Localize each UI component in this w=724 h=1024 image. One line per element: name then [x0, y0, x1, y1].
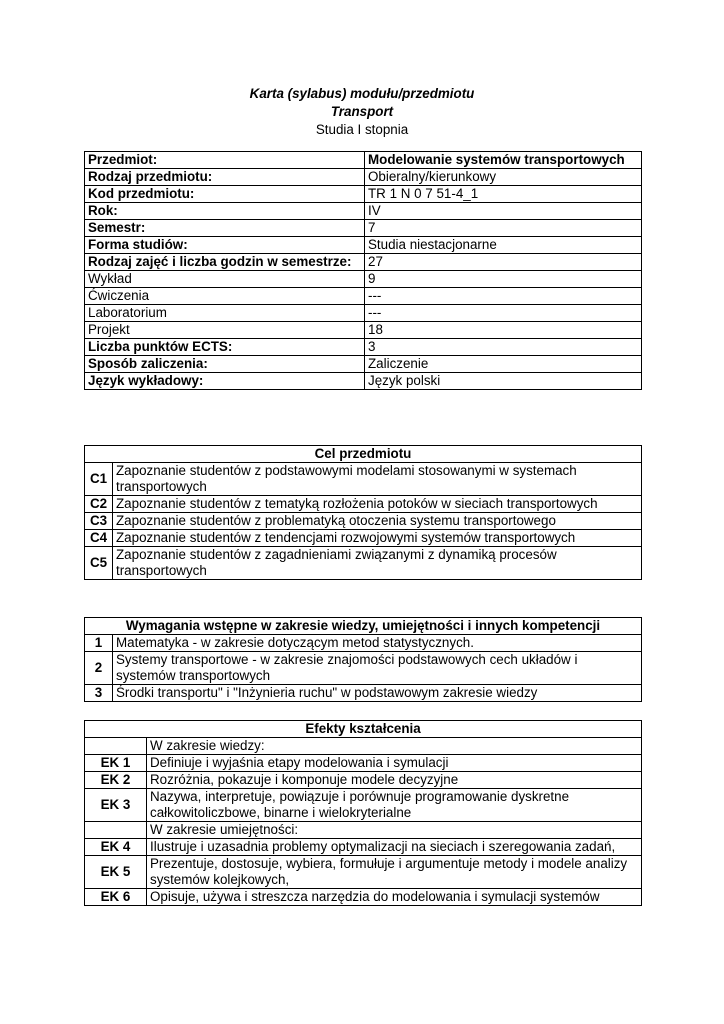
info-row — [85, 288, 642, 305]
info-label: Rodzaj przedmiotu: — [85, 169, 365, 186]
objective-row — [85, 463, 642, 496]
outcome-row — [85, 755, 642, 772]
info-row — [85, 186, 642, 203]
objective-row — [85, 547, 642, 580]
objective-row-text: Zapoznanie studentów z podstawowymi modelami stosowanymi w systemach transportowych — [113, 463, 642, 496]
info-value: 27 — [365, 254, 642, 271]
info-row — [85, 169, 642, 186]
info-row — [85, 152, 642, 169]
document-title: Karta (sylabus) modułu/przedmiotu — [249, 86, 475, 101]
info-label: Forma studiów: — [85, 237, 365, 254]
objective-row-code: C4 — [85, 530, 113, 547]
info-row — [85, 271, 642, 288]
outcome-row — [85, 789, 642, 822]
info-label: Semestr: — [85, 220, 365, 237]
info-value: IV — [365, 203, 642, 220]
info-row — [85, 203, 642, 220]
outcome-row-code: EK 1 — [85, 755, 147, 772]
outcome-row-text: Definiuje i wyjaśnia etapy modelowania i symulacji — [147, 755, 642, 772]
prerequisite-row — [85, 652, 642, 685]
objective-row — [85, 496, 642, 513]
info-value: 9 — [365, 271, 642, 288]
info-label: Język wykładowy: — [85, 373, 365, 390]
objective-row — [85, 513, 642, 530]
outcome-row-code — [85, 822, 147, 839]
prerequisite-row-code: 1 — [85, 635, 113, 652]
info-value: Modelowanie systemów transportowych — [365, 152, 642, 169]
outcome-row-code: EK 5 — [85, 856, 147, 889]
outcome-row-code — [85, 738, 147, 755]
outcome-row-text: Prezentuje, dostosuje, wybiera, formułuje i argumentuje metody i modele analizy systemów kolejkowych, — [147, 856, 642, 889]
outcome-row — [85, 856, 642, 889]
outcome-row — [85, 772, 642, 789]
prerequisites-heading: Wymagania wstępne w zakresie wiedzy, umiejętności i innych kompetencji — [85, 618, 642, 635]
objective-row — [85, 530, 642, 547]
objectives-heading: Cel przedmiotu — [85, 446, 642, 463]
info-value: Obieralny/kierunkowy — [365, 169, 642, 186]
learning-outcomes-table — [84, 720, 642, 906]
info-value: --- — [365, 288, 642, 305]
prerequisite-row-text: Systemy transportowe - w zakresie znajomości podstawowych cech układów i systemów transportowych — [113, 652, 642, 685]
info-row — [85, 356, 642, 373]
objective-row-code: C3 — [85, 513, 113, 530]
info-label: Kod przedmiotu: — [85, 186, 365, 203]
prerequisites-table — [84, 617, 642, 702]
outcome-row — [85, 839, 642, 856]
prerequisite-row — [85, 635, 642, 652]
info-value: Studia niestacjonarne — [365, 237, 642, 254]
objective-row-text: Zapoznanie studentów z tematyką rozłożenia potoków w sieciach transportowych — [113, 496, 642, 513]
outcome-row-text: W zakresie umiejętności: — [147, 822, 642, 839]
info-row — [85, 339, 642, 356]
outcome-row — [85, 738, 642, 755]
info-value: --- — [365, 305, 642, 322]
info-label: Sposób zaliczenia: — [85, 356, 365, 373]
outcome-row-code: EK 2 — [85, 772, 147, 789]
info-label: Laboratorium — [85, 305, 365, 322]
info-row — [85, 237, 642, 254]
outcome-row-text: Opisuje, używa i streszcza narzędzia do modelowania i symulacji systemów — [147, 889, 642, 906]
outcome-row — [85, 889, 642, 906]
prerequisite-row — [85, 685, 642, 702]
subject-name: Transport — [330, 104, 394, 119]
objective-row-code: C5 — [85, 547, 113, 580]
info-value: Zaliczenie — [365, 356, 642, 373]
prerequisite-row-code: 2 — [85, 652, 113, 685]
info-row — [85, 322, 642, 339]
info-value: 18 — [365, 322, 642, 339]
outcome-row — [85, 822, 642, 839]
study-level: Studia I stopnia — [315, 122, 409, 137]
objective-row-text: Zapoznanie studentów z zagadnieniami związanymi z dynamiką procesów transportowych — [113, 547, 642, 580]
outcome-row-text: Nazywa, interpretuje, powiązuje i porównuje programowanie dyskretne całkowitoliczbowe, binarne i wielokryterialne — [147, 789, 642, 822]
info-row — [85, 254, 642, 271]
outcome-row-code: EK 3 — [85, 789, 147, 822]
info-label: Projekt — [85, 322, 365, 339]
objective-row-code: C2 — [85, 496, 113, 513]
outcome-row-text: Rozróżnia, pokazuje i komponuje modele decyzyjne — [147, 772, 642, 789]
outcome-row-text: Ilustruje i uzasadnia problemy optymalizacji na sieciach i szeregowania zadań, — [147, 839, 642, 856]
document-header — [0, 85, 724, 139]
course-objectives-table — [84, 445, 642, 580]
info-row — [85, 305, 642, 322]
info-value: 7 — [365, 220, 642, 237]
info-row — [85, 373, 642, 390]
prerequisite-row-text: Matematyka - w zakresie dotyczącym metod statystycznych. — [113, 635, 642, 652]
prerequisite-row-text: Środki transportu" i "Inżynieria ruchu" w podstawowym zakresie wiedzy — [113, 685, 642, 702]
info-value: TR 1 N 0 7 51-4_1 — [365, 186, 642, 203]
course-info-table — [84, 151, 642, 390]
objective-row-text: Zapoznanie studentów z tendencjami rozwojowymi systemów transportowych — [113, 530, 642, 547]
info-value: Język polski — [365, 373, 642, 390]
info-label: Rodzaj zajęć i liczba godzin w semestrze: — [85, 254, 365, 271]
info-label: Rok: — [85, 203, 365, 220]
outcomes-heading: Efekty kształcenia — [85, 721, 642, 738]
prerequisite-row-code: 3 — [85, 685, 113, 702]
info-label: Liczba punktów ECTS: — [85, 339, 365, 356]
objective-row-text: Zapoznanie studentów z problematyką otoczenia systemu transportowego — [113, 513, 642, 530]
outcome-row-code: EK 4 — [85, 839, 147, 856]
objective-row-code: C1 — [85, 463, 113, 496]
info-row — [85, 220, 642, 237]
info-label: Ćwiczenia — [85, 288, 365, 305]
outcome-row-text: W zakresie wiedzy: — [147, 738, 642, 755]
info-label: Przedmiot: — [85, 152, 365, 169]
outcome-row-code: EK 6 — [85, 889, 147, 906]
info-label: Wykład — [85, 271, 365, 288]
info-value: 3 — [365, 339, 642, 356]
